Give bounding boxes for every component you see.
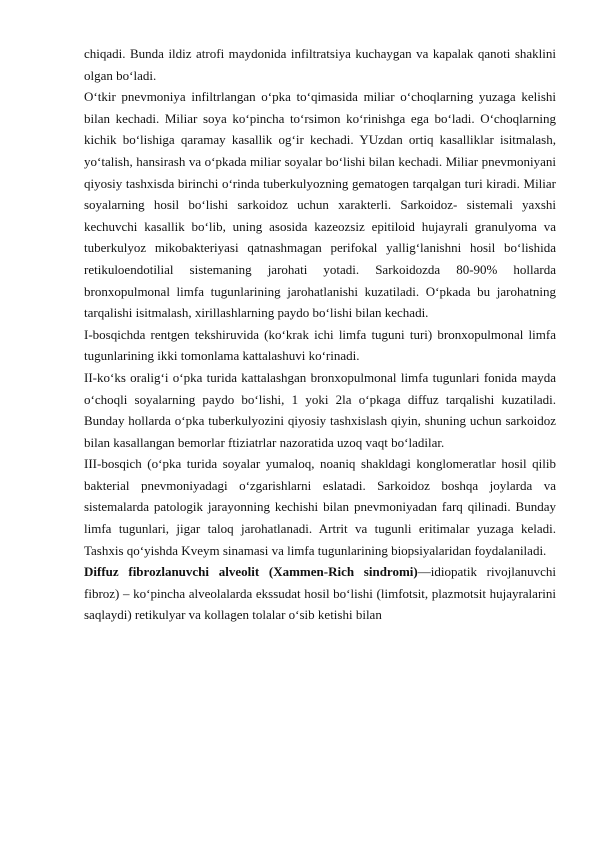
paragraph-4: II-ko‘ks oralig‘i o‘pka turida kattalashgan bronxopulmonal limfa tugunlari fonida mayda o‘choqli soyalarning paydo bo‘lishi, 1 yoki 2la o‘pkaga diffuz tarqalishi kuzatiladi. Bunday hollarda o‘pka tuberkulyozini qiyosiy tashxislash qiyin, shuning uchun sarkoidoz bilan kasallangan bemorlar ftiziatrlar nazoratida uzoq vaqt bo‘ladilar. (84, 369, 556, 450)
paragraph-3: I-bosqichda rentgen tekshiruvida (ko‘krak ichi limfa tuguni turi) bronxopulmonal limfa tugunlarining ikki tomonlama kattalashuvi ko‘rinadi. (84, 326, 556, 364)
term-definition: —idiopatik rivojlanuvchi fibroz) – ko‘pincha alveolalarda ekssudat hosil bo‘lishi (limfotsit, plazmotsit hujayralarini saqlaydi) retikulyar va kollagen tolalar o‘sib ketishi bilan (84, 564, 556, 623)
document-page (84, 43, 556, 626)
paragraph-5: III-bosqich (o‘pka turida soyalar yumaloq, noaniq shakldagi konglomeratlar hosil qilib bakterial pnevmoniyadagi o‘zgarishlarni eslatadi. Sarkoidoz boshqa joylarda va sistemalarda patologik jarayonning kechishi bilan pnevmoniyadan farq qilinadi. Bunday limfa tugunlari, jigar taloq jarohatlanadi. Artrit va tugunli eritimalar yuzaga keladi. Tashxis qo‘yishda Kveym sinamasi va limfa tugunlarining biopsiyalaridan foydalaniladi. (84, 456, 556, 558)
term-heading: Diffuz fibrozlanuvchi alveolit (Xammen-Rich sindromi) (84, 564, 418, 580)
paragraph-1: chiqadi. Bunda ildiz atrofi maydonida infiltratsiya kuchaygan va kapalak qanoti shaklini olgan bo‘ladi. (84, 46, 556, 83)
paragraph-6 (84, 561, 556, 626)
paragraph-2: O‘tkir pnevmoniya infiltrlangan o‘pka to‘qimasida miliar o‘choqlarning yuzaga kelishi bilan kechadi. Miliar soya ko‘pincha to‘rsimon ko‘rinishga ega bo‘ladi. O‘choqlarning kichik bo‘lishiga qaramay kasallik og‘ir kechadi. YUzdan ortiq kasalliklar isitmalash, yo‘talish, hansirash va o‘pkada miliar soyalar bo‘lishi bilan kechadi. Miliar pnevmoniyani qiyosiy tashxisda birinchi o‘rinda tuberkulyozning gematogen tarqalgan turi kiradi. Miliar soyalarning hosil bo‘lishi sarkoidoz uchun xarakterli. Sarkoidoz- sistemali yaxshi kechuvchi kasallik bo‘lib, uning asosida kazeozsiz epitiloid hujayrali granulyoma va tuberkulyoz mikobakteriyasi qatnashmagan perifokal yallig‘lanishni hosil bo‘lishida retikuloendotilial sistemaning jarohati yotadi. Sarkoidozda 80-90% hollarda bronxopulmonal limfa tugunlarining jarohatlanishi kuzatiladi. O‘pkada bu jarohatning tarqalishi isitmalash, xirillashlarning paydo bo‘lishi bilan kechadi. (84, 89, 556, 321)
